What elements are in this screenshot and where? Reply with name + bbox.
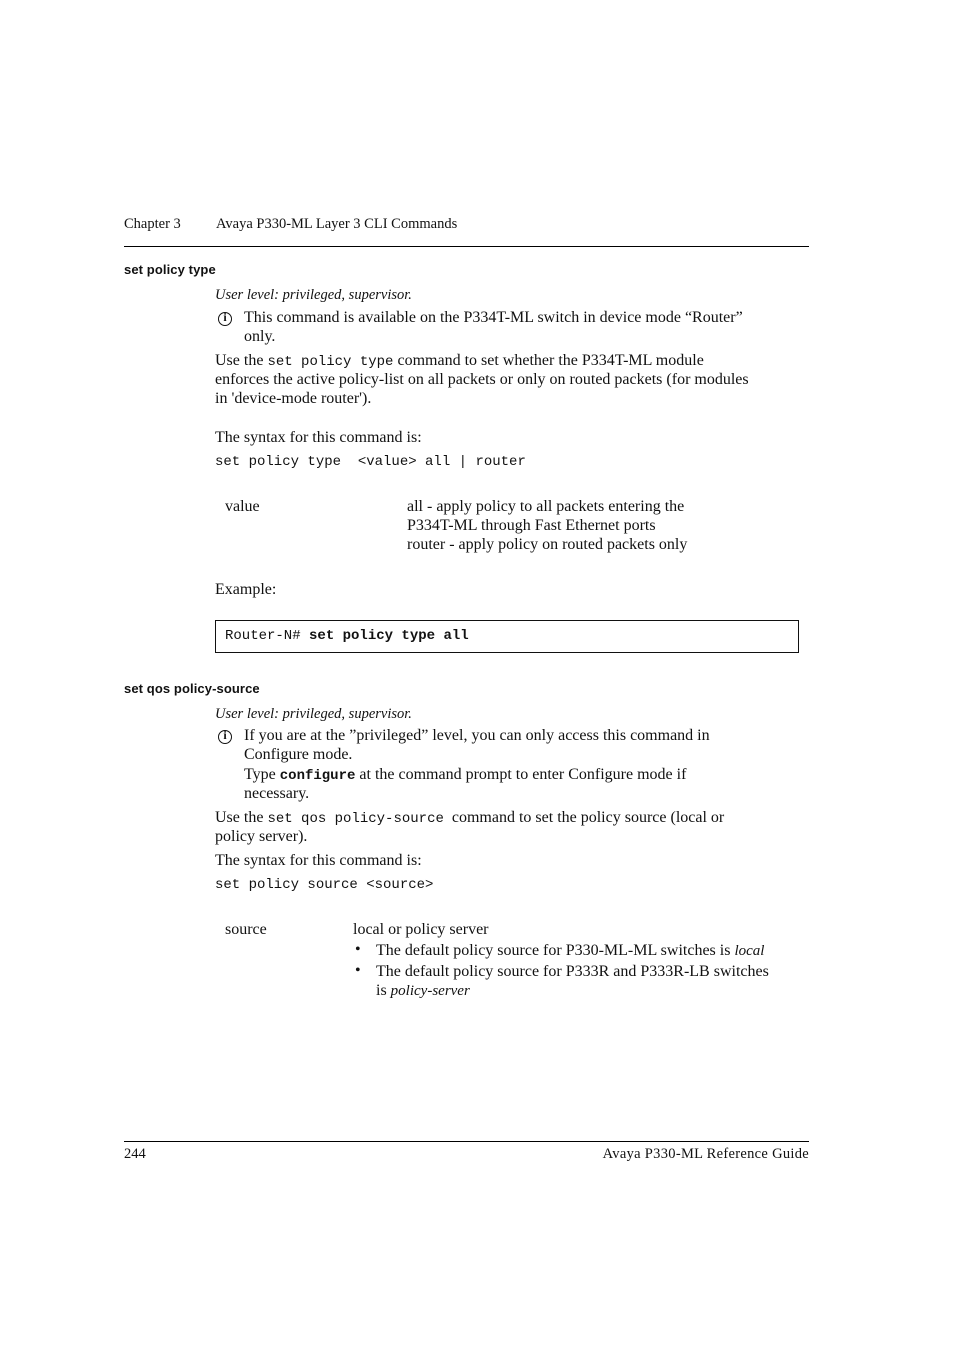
user-level-2: User level: privileged, supervisor. — [215, 706, 412, 722]
bullet2-is: is — [376, 982, 387, 999]
bullet2-emphasis: policy-server — [390, 983, 470, 999]
footer-rule — [124, 1141, 809, 1142]
chapter-label: Chapter 3 — [124, 216, 181, 232]
param-desc-line-3: router - apply policy on routed packets only — [407, 536, 688, 553]
usage2-line-1 — [215, 808, 724, 829]
guide-title: Avaya P330-ML Reference Guide — [602, 1146, 809, 1162]
usage-command: set policy type — [267, 354, 394, 370]
example-prompt: Router-N# — [225, 628, 310, 644]
note2-rest: at the command prompt to enter Configure mode if — [359, 766, 687, 783]
info-icon — [218, 312, 232, 326]
param-desc-line-1: all - apply policy to all packets entering the — [407, 498, 685, 515]
section-heading-set-qos-policy-source: set qos policy-source — [124, 681, 260, 696]
usage2-line-2: policy server). — [215, 828, 308, 845]
page-number: 244 — [124, 1146, 146, 1162]
note2-line-2: Configure mode. — [244, 746, 353, 763]
syntax2-command: set policy source <source> — [215, 877, 434, 893]
param-desc-line-2: P334T-ML through Fast Ethernet ports — [407, 517, 656, 534]
bullet-item-2-line-2 — [376, 981, 470, 1001]
example-command: set policy type all — [309, 628, 469, 644]
param2-name: source — [225, 921, 267, 938]
note-line-2: only. — [244, 328, 276, 345]
param2-desc: local or policy server — [353, 921, 489, 938]
note2-line-4: necessary. — [244, 785, 310, 802]
usage2-prefix: Use the — [215, 809, 264, 826]
bullet-dot: • — [355, 941, 361, 958]
usage-line-3: in 'device-mode router'). — [215, 390, 372, 407]
syntax-intro: The syntax for this command is: — [215, 429, 422, 446]
bullet1-text: The default policy source for P330-ML-ML switches is — [376, 942, 731, 959]
bullet1-emphasis: local — [734, 943, 765, 959]
example-box — [215, 620, 799, 653]
usage-line-1 — [215, 351, 704, 372]
usage-rest: command to set whether the P334T-ML module — [397, 352, 704, 369]
example-label: Example: — [215, 581, 277, 598]
note2-line-1: If you are at the ”privileged” level, you can only access this command in — [244, 727, 710, 744]
syntax2-intro: The syntax for this command is: — [215, 852, 422, 869]
section-heading-set-policy-type: set policy type — [124, 262, 216, 277]
user-level: User level: privileged, supervisor. — [215, 287, 412, 303]
note2-line-3 — [244, 765, 686, 786]
usage2-command: set qos policy-source — [267, 811, 444, 827]
bullet-item-1 — [376, 941, 764, 961]
usage-line-2: enforces the active policy-list on all packets or only on routed packets (for modules — [215, 371, 749, 388]
param-name: value — [225, 498, 260, 515]
note-line-1: This command is available on the P334T-ML switch in device mode “Router” — [244, 309, 743, 326]
syntax-command: set policy type <value> all | router — [215, 454, 526, 470]
header-rule — [124, 246, 809, 247]
info-icon-2 — [218, 730, 232, 744]
usage2-rest: command to set the policy source (local or — [451, 809, 725, 826]
usage-prefix: Use the — [215, 352, 264, 369]
configure-command: configure — [279, 768, 356, 784]
bullet-dot: • — [355, 962, 361, 979]
bullet-item-2-line-1: The default policy source for P333R and P333R-LB switches — [376, 963, 769, 980]
example-line — [225, 628, 469, 644]
chapter-title: Avaya P330-ML Layer 3 CLI Commands — [216, 216, 458, 232]
note2-type: Type — [244, 766, 276, 783]
